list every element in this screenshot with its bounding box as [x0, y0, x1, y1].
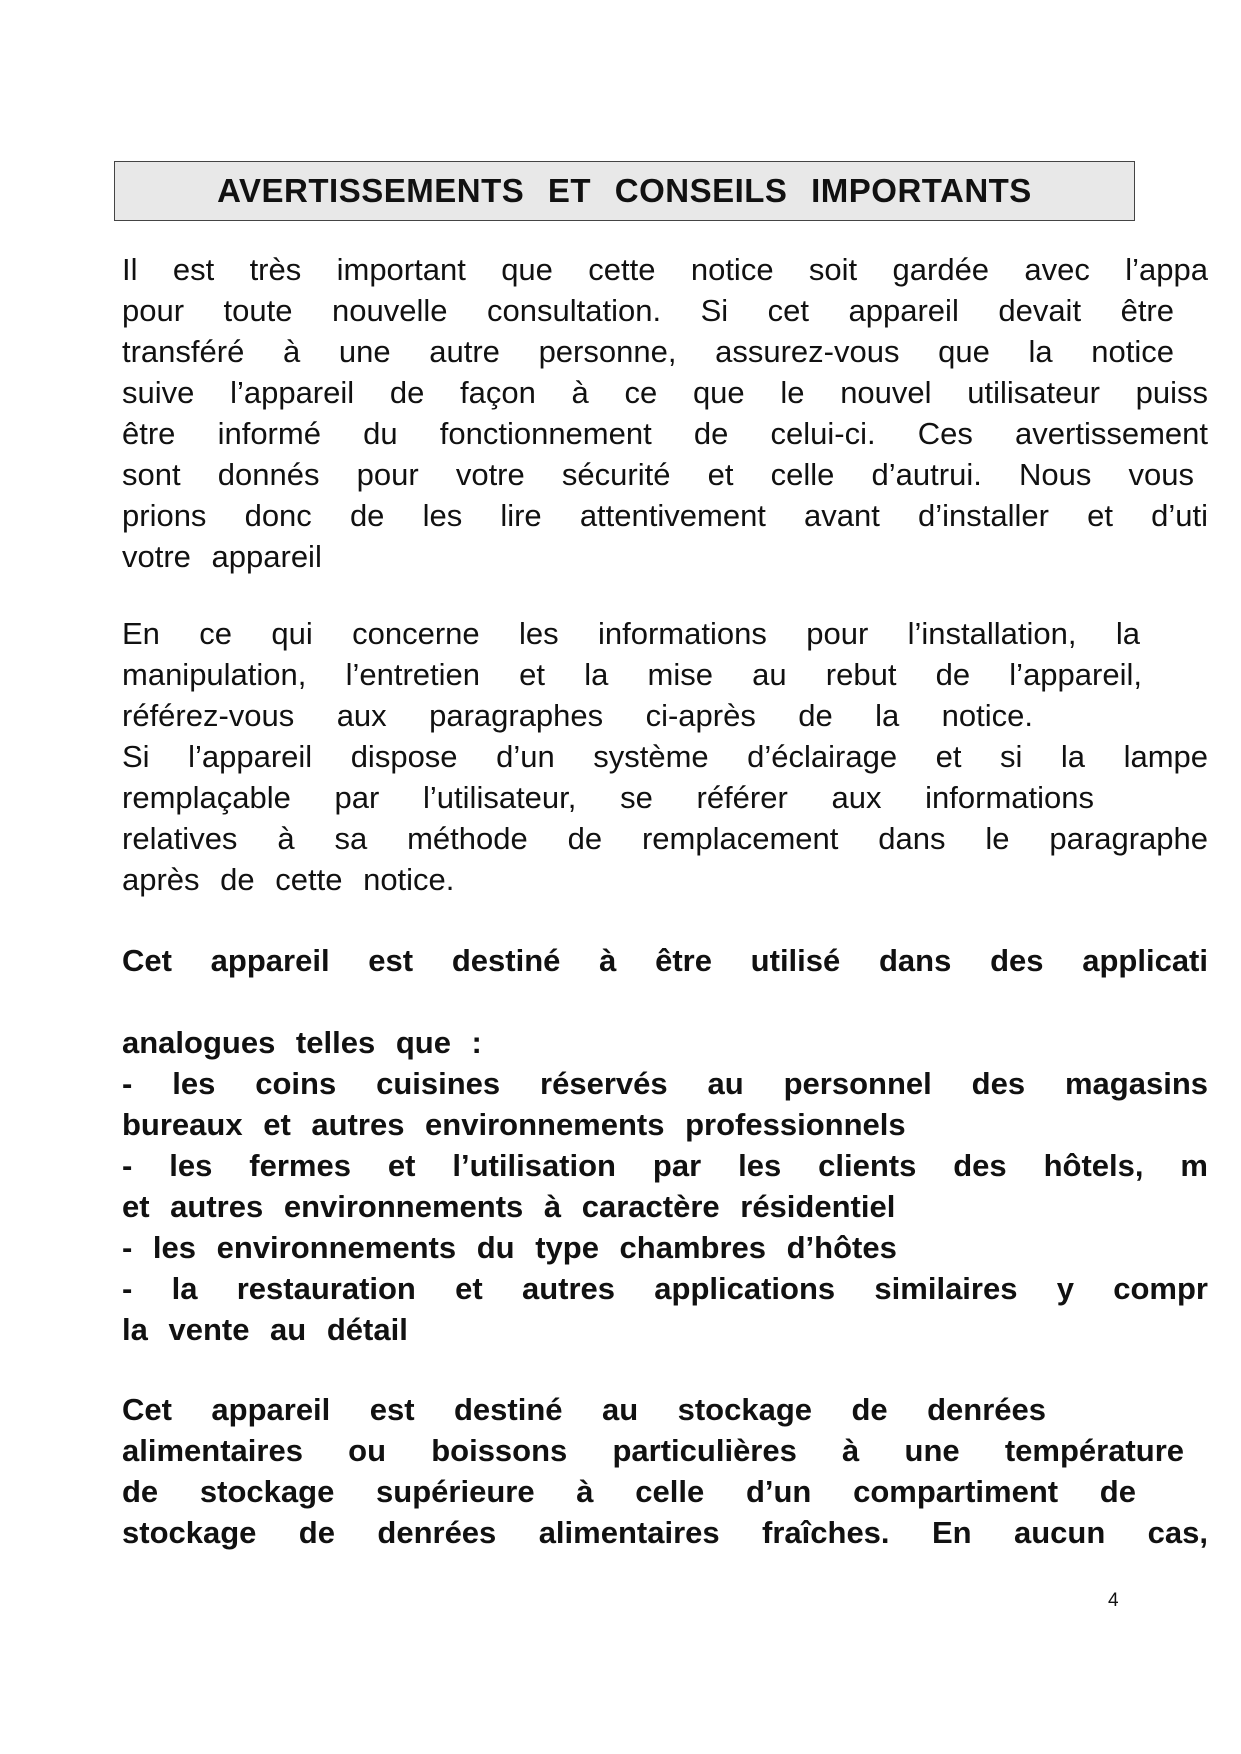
- page-number: 4: [1108, 1590, 1119, 1611]
- text-line: Si l’appareil dispose d’un système d’éclairage et si la lampe: [122, 739, 1208, 774]
- text-line: manipulation, l’entretien et la mise au rebut de l’appareil,: [122, 657, 1142, 692]
- text-line: [122, 981, 1208, 1022]
- paragraph-domestic-use: [122, 940, 1208, 1350]
- section-title-box: [114, 161, 1135, 221]
- text-line: stockage de denrées alimentaires fraîches. En aucun cas,: [122, 1515, 1208, 1550]
- text-line: la vente au détail: [122, 1312, 408, 1347]
- text-line: bureaux et autres environnements professionnels: [122, 1107, 906, 1142]
- text-line: de stockage supérieure à celle d’un compartiment de: [122, 1474, 1136, 1509]
- text-segment: [122, 981, 1040, 1022]
- text-line: relatives à sa méthode de remplacement dans le paragraphe: [122, 821, 1208, 856]
- text-line: - les coins cuisines réservés au personnel des magasins: [122, 1066, 1208, 1101]
- text-line: après de cette notice.: [122, 862, 455, 897]
- text-line: pour toute nouvelle consultation. Si cet appareil devait être: [122, 293, 1174, 328]
- text-line: analogues telles que :: [122, 1025, 482, 1060]
- text-line: être informé du fonctionnement de celui-ci. Ces avertissement: [122, 416, 1208, 451]
- text-line: En ce qui concerne les informations pour l’installation, la: [122, 616, 1140, 651]
- text-line: Cet appareil est destiné à être utilisé dans des applicati: [122, 943, 1208, 978]
- paragraph-installation: [122, 613, 1208, 900]
- text-line: - les fermes et l’utilisation par les clients des hôtels, m: [122, 1148, 1208, 1183]
- text-line: transféré à une autre personne, assurez-vous que la notice: [122, 334, 1174, 369]
- text-line: prions donc de les lire attentivement avant d’installer et d’uti: [122, 498, 1208, 533]
- paragraph-storage: [122, 1389, 1208, 1553]
- text-line: Il est très important que cette notice soit gardée avec l’appa: [122, 252, 1208, 287]
- text-line: - la restauration et autres applications similaires y compr: [122, 1271, 1208, 1306]
- text-line: Cet appareil est destiné au stockage de denrées: [122, 1392, 1046, 1427]
- section-title: AVERTISSEMENTS ET CONSEILS IMPORTANTS: [217, 172, 1032, 209]
- text-line: remplaçable par l’utilisateur, se référer aux informations: [122, 780, 1094, 815]
- text-line: référez-vous aux paragraphes ci-après de la notice.: [122, 698, 1033, 733]
- text-line: suive l’appareil de façon à ce que le nouvel utilisateur puiss: [122, 375, 1208, 410]
- paragraph-intro: [122, 249, 1208, 577]
- text-line: et autres environnements à caractère résidentiel: [122, 1189, 896, 1224]
- text-line: votre appareil: [122, 539, 322, 574]
- text-line: - les environnements du type chambres d’hôtes: [122, 1230, 897, 1265]
- text-line: alimentaires ou boissons particulières à une température: [122, 1433, 1184, 1468]
- text-line: sont donnés pour votre sécurité et celle d’autrui. Nous vous: [122, 457, 1194, 492]
